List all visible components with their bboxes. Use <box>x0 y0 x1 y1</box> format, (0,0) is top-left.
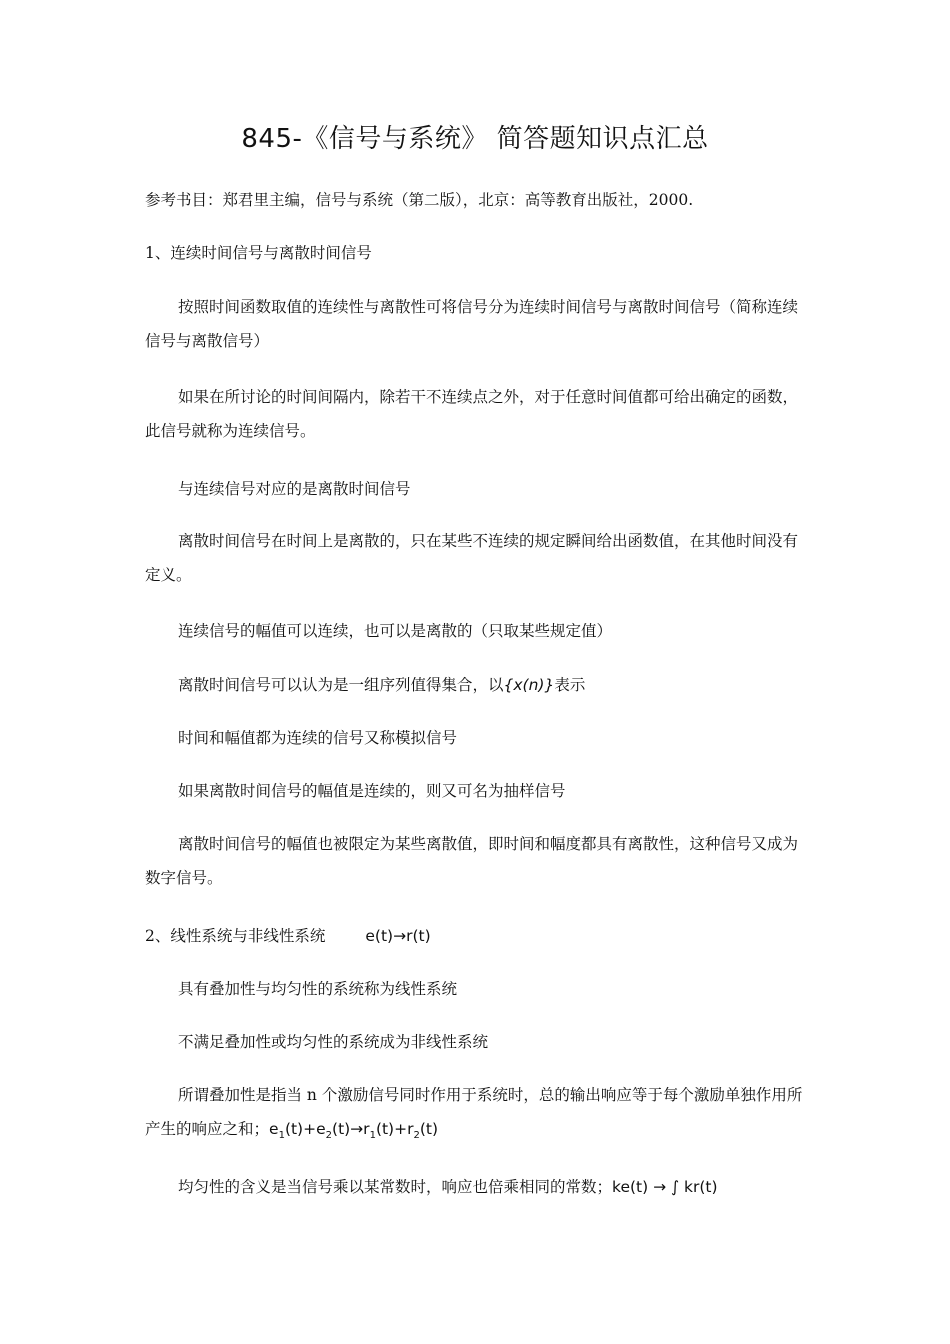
section-1-paragraph-4: 离散时间信号在时间上是离散的，只在某些不连续的规定瞬间给出函数值，在其他时间没有定义。 <box>145 532 799 584</box>
section-1-paragraph-7: 时间和幅值都为连续的信号又称模拟信号 <box>178 729 458 747</box>
section-1-paragraph-2: 如果在所讨论的时间间隔内，除若干不连续点之外，对于任意时间值都可给出确定的函数，此信号就称为连续信号。 <box>145 388 799 440</box>
paragraph-6-text-b: 表示 <box>554 676 586 694</box>
superposition-formula: $e_1(t)+e_2(t)\to r_1(t)+r_2(t)$ <box>269 1120 439 1142</box>
section-1-paragraph-5: 连续信号的幅值可以连续，也可以是离散的（只取某些规定值） <box>178 622 613 640</box>
superposition-text: 所谓叠加性是指当 n 个激励信号同时作用于系统时，总的输出响应等于每个激励单独作用所产生的响应之和； <box>145 1086 803 1138</box>
section-1-paragraph-8: 如果离散时间信号的幅值是连续的，则又可名为抽样信号 <box>178 782 566 800</box>
section-1-paragraph-3: 与连续信号对应的是离散时间信号 <box>178 480 411 498</box>
section-2-paragraph-1: 具有叠加性与均匀性的系统称为线性系统 <box>178 980 458 998</box>
section-2-paragraph-2: 不满足叠加性或均匀性的系统成为非线性系统 <box>178 1033 489 1051</box>
homogeneity-text: 均匀性的含义是当信号乘以某常数时，响应也倍乘相同的常数； <box>178 1178 613 1196</box>
homogeneity-formula: ke(t) → ∫ kr(t) <box>612 1178 718 1196</box>
sequence-notation: {x(n)} <box>503 676 555 694</box>
section-2-heading <box>145 919 825 953</box>
section-2-paragraph-4 <box>178 1170 858 1204</box>
section-1-paragraph-1: 按照时间函数取值的连续性与离散性可将信号分为连续时间信号与离散时间信号（简称连续信号与离散信号） <box>145 298 799 350</box>
section-1-paragraph-6 <box>178 668 858 702</box>
section-1-paragraph-9: 离散时间信号的幅值也被限定为某些离散值，即时间和幅度都具有离散性，这种信号又成为数字信号。 <box>145 835 799 887</box>
page-title: 845-《信号与系统》 简答题知识点汇总 <box>241 124 709 154</box>
section-2-paragraph-3 <box>145 1078 813 1153</box>
section-1-heading: 1、连续时间信号与离散时间信号 <box>145 244 372 262</box>
reference-line: 参考书目：郑君里主编，信号与系统（第二版），北京：高等教育出版社，2000. <box>145 191 694 209</box>
section-2-heading-text: 2、线性系统与非线性系统 <box>145 927 326 945</box>
paragraph-6-text-a: 离散时间信号可以认为是一组序列值得集合，以 <box>178 676 504 694</box>
section-2-heading-formula: e(t)→r(t) <box>365 927 431 945</box>
